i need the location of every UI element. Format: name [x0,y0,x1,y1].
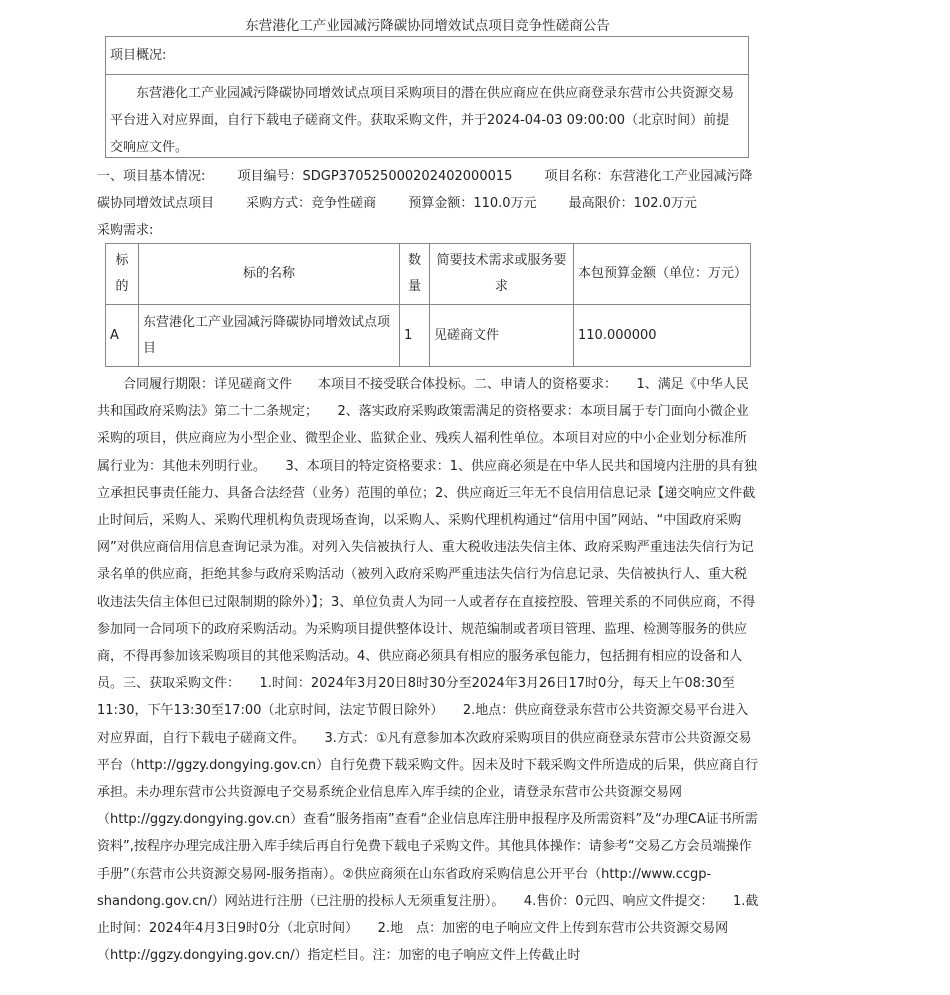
project-overview-box [105,36,749,158]
table-cell: 1 [400,305,430,367]
max-price: 最高限价：102.0万元 [568,196,697,211]
table-header: 数量 [400,244,430,305]
table-header: 本包预算金额（单位：万元） [574,244,751,305]
requirements-table [105,243,751,367]
table-header: 标的名称 [139,244,400,305]
table-header: 标的 [106,244,139,305]
budget-amount: 预算金额：110.0万元 [408,196,537,211]
table-cell: 东营港化工产业园减污降碳协同增效试点项目 [139,305,400,367]
table-header: 简要技术需求或服务要求 [430,244,574,305]
project-number: 项目编号：SDGP370525000202402000015 [237,169,513,184]
requirements-label: 采购需求: [97,223,154,238]
overview-heading: 项目概况: [106,37,748,75]
basic-info-section [97,163,759,244]
procurement-method: 采购方式：竞争性磋商 [246,196,377,211]
announcement-body: 合同履行期限：详见磋商文件 本项目不接受联合体投标。二、申请人的资格要求： 1、满足《中华人民共和国政府采购法》第二十二条规定； 2、落实政府采购政策需满足的资格要求：本项目属于专门面向小微企业采购的项目，供应商应为小型企业、微型企业、监狱企业、残疾人福利性单位。本项目对应的中小企业划分标准所属行业为：其他未列明行业。 3、本项目的特定资格要求：1、供应商必须是在中华人民共和国境内注册的具有独立承担民事责任能力、具备合法经营（业务）范围的单位；2、供应商近三年无不良信用信息记录【递交响应文件截止时间后，采购人、采购代理机构负责现场查询，以采购人、采购代理机构通过“信用中国”网站、“中国政府采购网”对供应商信用信息查询记录为准。对列入失信被执行人、重大税收违法失信主体、政府采购严重违法失信行为记录名单的供应商，拒绝其参与政府采购活动（被列入政府采购严重违法失信行为信息记录、失信被执行人、重大税收违法失信主体但已过限制期的除外）】；3、单位负责人为同一人或者存在直接控股、管理关系的不同供应商，不得参加同一合同项下的政府采购活动。为采购项目提供整体设计、规范编制或者项目管理、监理、检测等服务的供应商，不得再参加该采购项目的其他采购活动。4、供应商必须具有相应的服务承包能力，包括拥有相应的设备和人员。三、获取采购文件： 1.时间：2024年3月20日8时30分至2024年3月26日17时0分，每天上午08:30至11:30，下午13:30至17:00（北京时间，法定节假日除外） 2.地点：供应商登录东营市公共资源交易平台进入对应界面，自行下载电子磋商文件。 3.方式：①凡有意参加本次政府采购项目的供应商登录东营市公共资源交易平台（http://ggzy.dongying.gov.cn）自行免费下载采购文件。因未及时下载采购文件所造成的后果，供应商自行承担。未办理东营市公共资源电子交易系统企业信息库入库手续的企业，请登录东营市公共资源交易网（http://ggzy.dongying.gov.cn）查看“服务指南”查看“企业信息库注册申报程序及所需资料”及“办理CA证书所需资料”,按程序办理完成注册入库手续后再自行免费下载电子采购文件。其他具体操作：请参考“交易乙方会员端操作手册”（东营市公共资源交易网-服务指南）。②供应商须在山东省政府采购信息公开平台（http://www.ccgp-shandong.gov.cn/）网站进行注册（已注册的投标人无须重复注册）。 4.售价：0元四、响应文件提交： 1.截止时间：2024年4月3日9时0分（北京时间） 2.地 点：加密的电子响应文件上传到东营市公共资源交易网（http://ggzy.dongying.gov.cn/）指定栏目。注：加密的电子响应文件上传截止时 [97,377,759,964]
table-row [106,305,751,367]
document-title: 东营港化工产业园减污降碳协同增效试点项目竞争性磋商公告 [245,18,610,34]
table-cell: 见磋商文件 [430,305,574,367]
overview-text: 东营港化工产业园减污降碳协同增效试点项目采购项目的潜在供应商应在供应商登录东营市公共资源交易平台进入对应界面，自行下载电子磋商文件。获取采购文件，并于2024-04-03 09:00:00（北京时间）前提交响应文件。 [110,86,735,155]
table-cell: A [106,305,139,367]
project-name: 项目名称：东营港化工产业园减污降碳协同增效试点项目 [97,169,753,211]
table-cell: 110.000000 [574,305,751,367]
table-header-row [106,244,751,305]
section-heading: 一、项目基本情况: [97,169,206,184]
